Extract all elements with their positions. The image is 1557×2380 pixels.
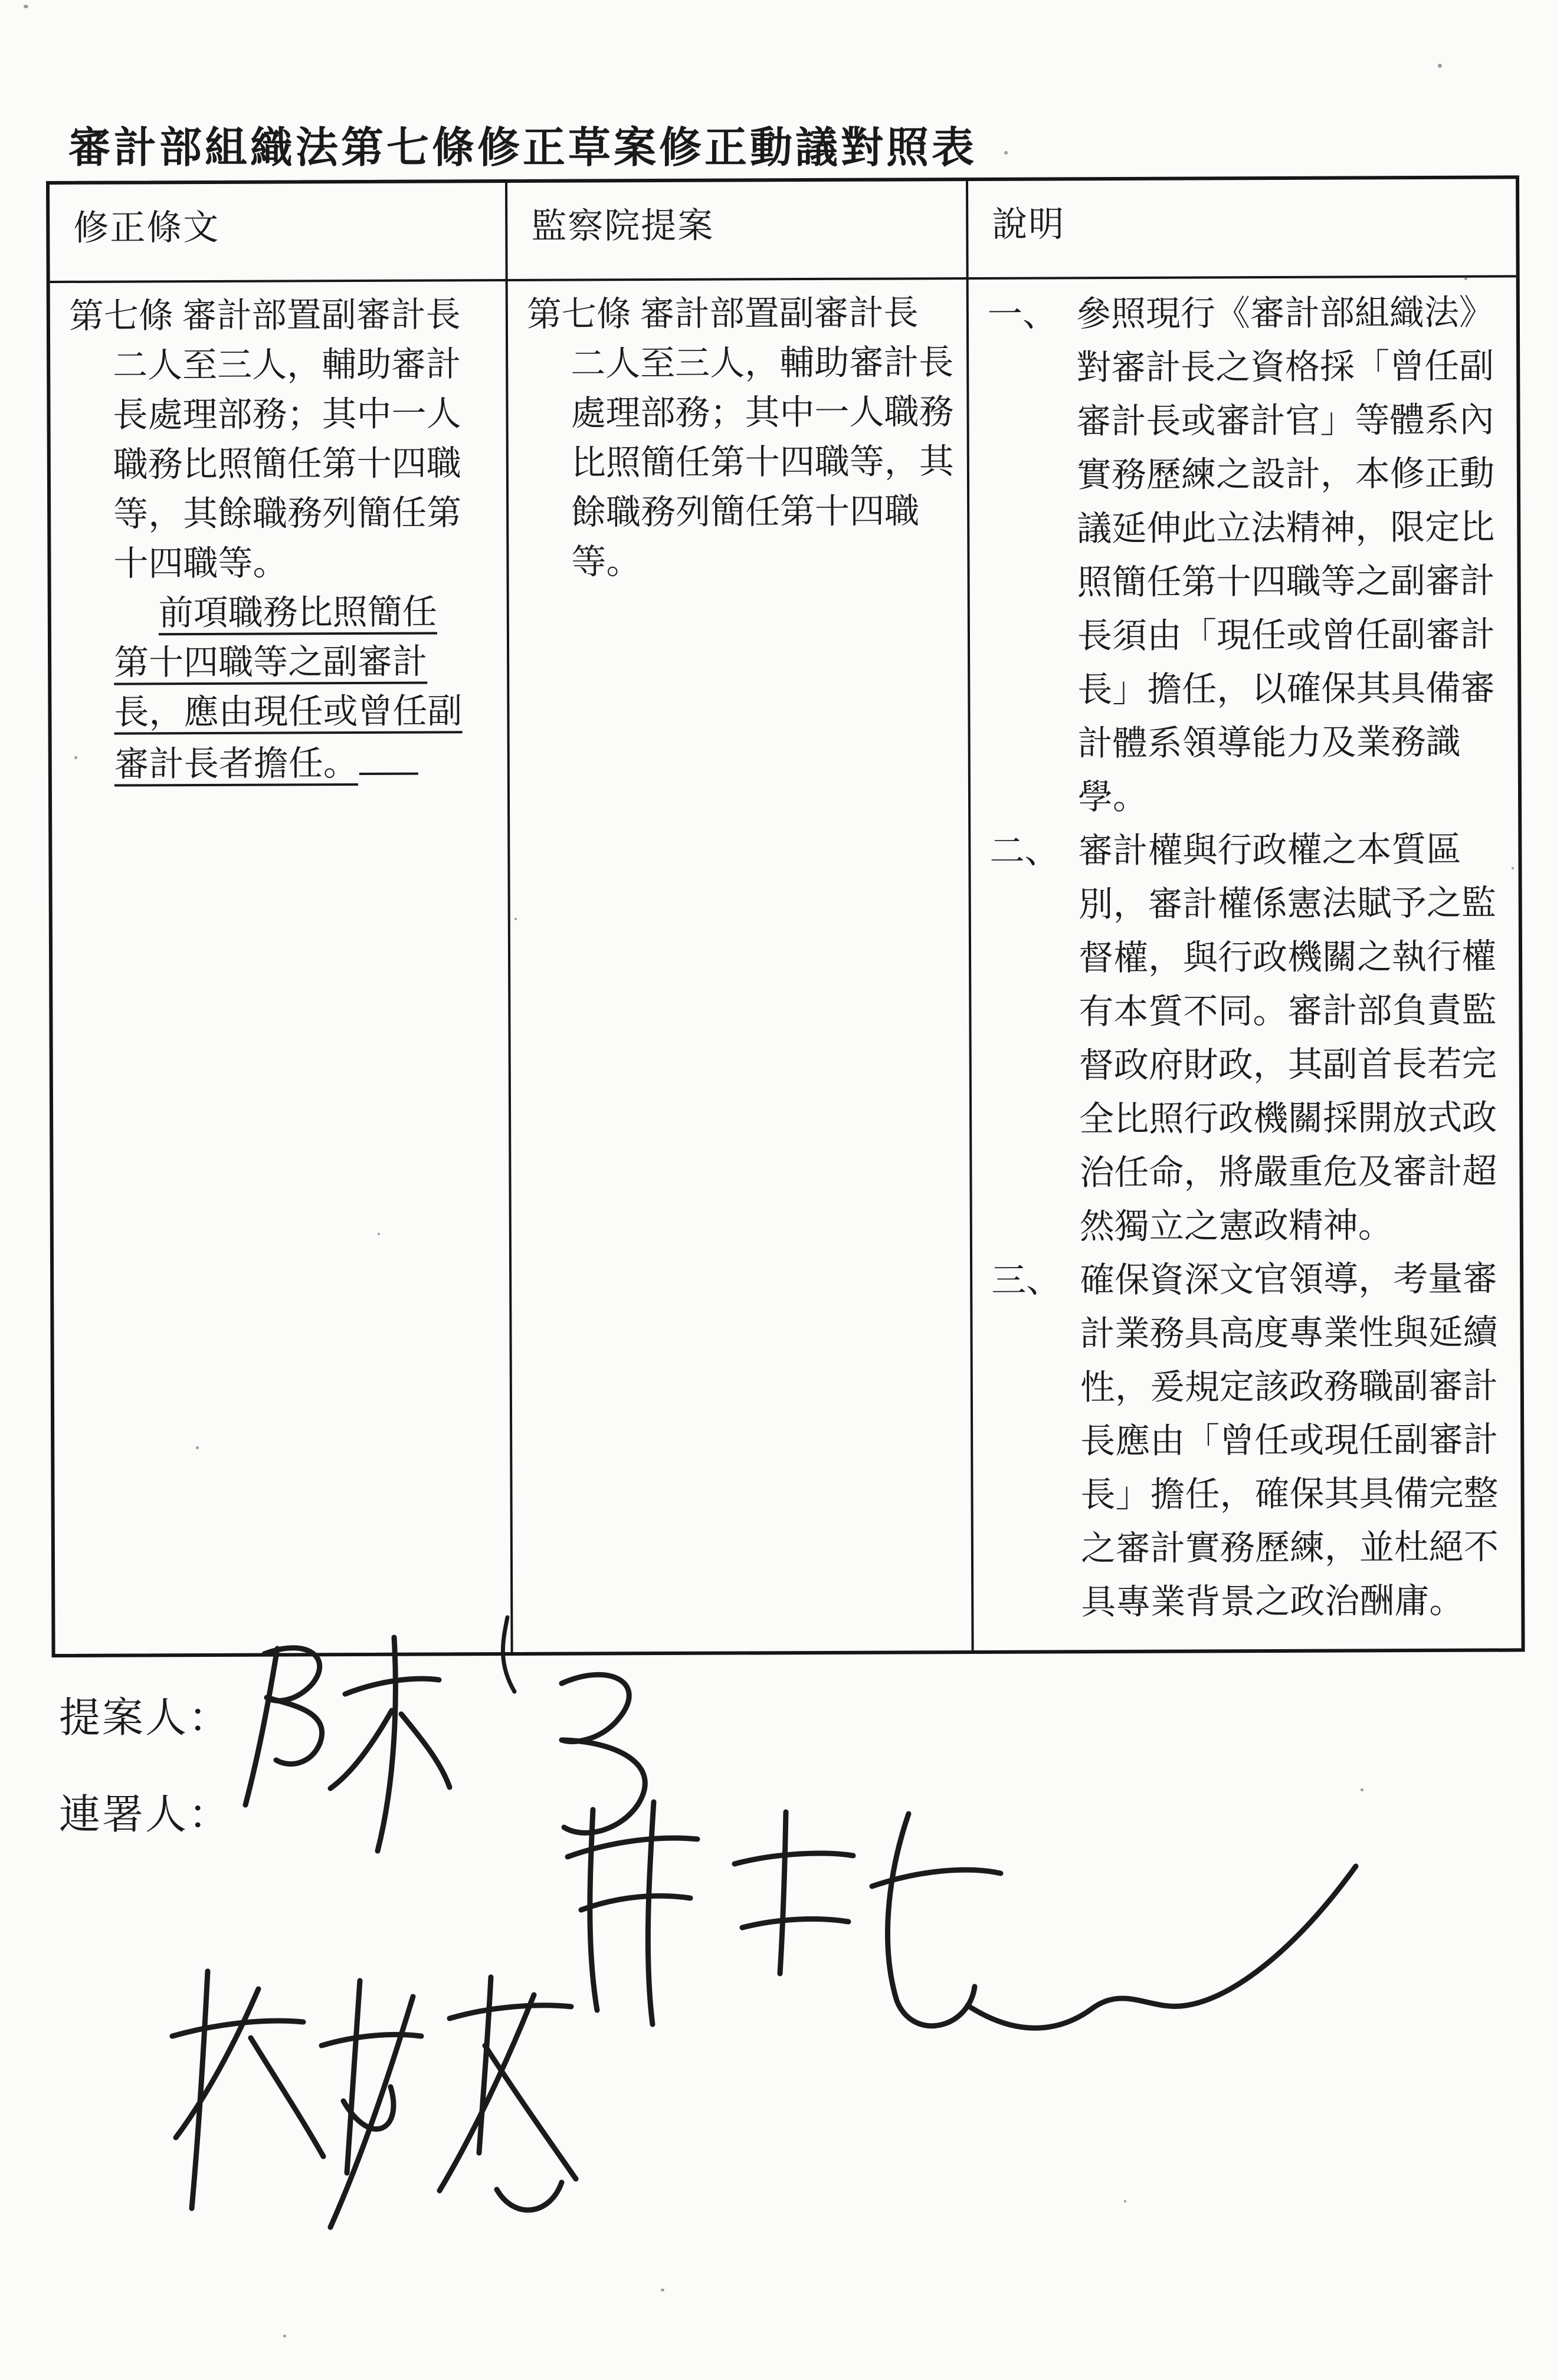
explanation-line: 長」擔任，確保其具備完整 — [1080, 1473, 1499, 1515]
scan-speck — [1361, 1788, 1363, 1791]
explanation-line: 議延伸此立法精神，限定比 — [1077, 507, 1495, 549]
comparison-table — [46, 175, 1525, 1657]
statute-line: 審計長者擔任。 — [71, 736, 493, 789]
explanation-item — [988, 286, 1504, 825]
statute-line: 第七條 審計部置副審計長 — [68, 295, 461, 336]
explanation-line: 性，爰規定該政務職副審計 — [1080, 1366, 1499, 1407]
explanation-line: 實務歷練之設計，本修正動 — [1076, 454, 1495, 495]
cosigner-signature-2 — [172, 1971, 576, 2227]
explanation-line: 學。 — [1077, 777, 1148, 817]
statute-line: 二人至三人，輔助審計 — [113, 344, 461, 385]
column-header-proposal: 監察院提案 — [507, 181, 969, 281]
statute-line: 職務比照簡任第十四職 — [113, 444, 461, 484]
statute-line: 處理部務；其中一人職務 — [571, 392, 954, 433]
statute-line: 餘職務列簡任第十四職 — [571, 491, 920, 532]
item-number-marker: 一、 — [987, 294, 1058, 334]
explanation-line: 對審計長之資格採「曾任副 — [1076, 346, 1494, 388]
explanation-line: 一、 參照現行《審計部組織法》 — [988, 286, 1502, 342]
explanation-line: 計體系領導能力及業務識 — [1077, 722, 1461, 763]
statute-line: 長，應由現任或曾任副 — [114, 691, 463, 732]
scan-speck — [24, 5, 28, 8]
explanation-line: 治任命，將嚴重危及審計超 — [1079, 1151, 1497, 1193]
explanation-line: 別，審計權係憲法賦予之監 — [1078, 883, 1496, 924]
scan-speck — [1124, 2200, 1126, 2202]
explanation-line: 審計長或審計官」等體系內 — [1076, 400, 1494, 441]
page-title: 審計部組織法第七條修正草案修正動議對照表 — [68, 124, 978, 172]
proposer-signature — [245, 1637, 645, 1851]
explanation-cell — [969, 277, 1522, 1650]
explanation-line: 長應由「曾任或現任副審計 — [1080, 1420, 1499, 1461]
explanation-line: 計業務具高度專業性與延續 — [1080, 1312, 1498, 1354]
item-number-marker: 三、 — [991, 1260, 1061, 1300]
explanation-line: 之審計實務歷練，並杜絕不 — [1080, 1527, 1499, 1568]
explanation-line: 長須由「現任或曾任副審計 — [1077, 615, 1496, 656]
statute-line: 長處理部務；其中一人 — [113, 394, 461, 435]
scan-speck — [1512, 867, 1514, 869]
scan-speck — [514, 918, 517, 920]
amendment-cell — [50, 281, 513, 1654]
proposal-cell — [508, 280, 974, 1652]
explanation-line: 長」擔任，以確保其具備審 — [1077, 668, 1496, 710]
statute-line: 二人至三人，輔助審計長 — [571, 343, 954, 383]
statute-line: 等，其餘職務列簡任第 — [113, 493, 462, 534]
cosigner-label: 連署人： — [59, 1793, 231, 1838]
explanation-line: 有本質不同。審計部負責監 — [1079, 990, 1497, 1032]
underline-tail — [359, 736, 418, 775]
cosigner-signature-1 — [568, 1802, 1356, 2028]
scan-speck — [74, 756, 77, 759]
statute-line: 比照簡任第十四職等，其 — [571, 442, 954, 482]
scan-speck — [661, 2289, 664, 2292]
explanation-line: 三、 確保資深文官領導，考量審 — [991, 1252, 1506, 1308]
scan-speck — [196, 1446, 199, 1449]
explanation-line: 然獨立之憲政精神。 — [1079, 1206, 1393, 1246]
explanation-line: 二、 審計權與行政權之本質區 — [989, 823, 1504, 878]
item-number-marker: 二、 — [989, 831, 1060, 871]
column-header-explanation: 說明 — [968, 179, 1516, 280]
column-header-amendment: 修正條文 — [50, 183, 508, 283]
scan-speck — [1464, 277, 1467, 280]
statute-line: 等。 — [571, 542, 641, 582]
proposer-label: 提案人： — [59, 1696, 231, 1741]
explanation-line: 督權，與行政機關之執行權 — [1078, 937, 1497, 978]
statute-line: 十四職等。 — [113, 543, 288, 583]
scan-speck — [378, 1233, 380, 1235]
explanation-item — [991, 1252, 1507, 1630]
explanation-line: 具專業背景之政治酬庸。 — [1081, 1581, 1464, 1622]
statute-line: 第七條 審計部置副審計長 — [526, 293, 919, 334]
explanation-line: 全比照行政機關採開放式政 — [1079, 1098, 1497, 1139]
scan-speck — [283, 2335, 286, 2338]
scan-speck — [1438, 64, 1442, 68]
statute-line: 前項職務比照簡任 — [158, 592, 437, 633]
explanation-line: 督政府財政，其副首長若完 — [1079, 1044, 1497, 1085]
explanation-item — [989, 823, 1506, 1254]
scan-speck — [1004, 151, 1008, 155]
explanation-line: 照簡任第十四職等之副審計 — [1077, 561, 1495, 602]
statute-line: 第十四職等之副審計 — [114, 642, 428, 682]
